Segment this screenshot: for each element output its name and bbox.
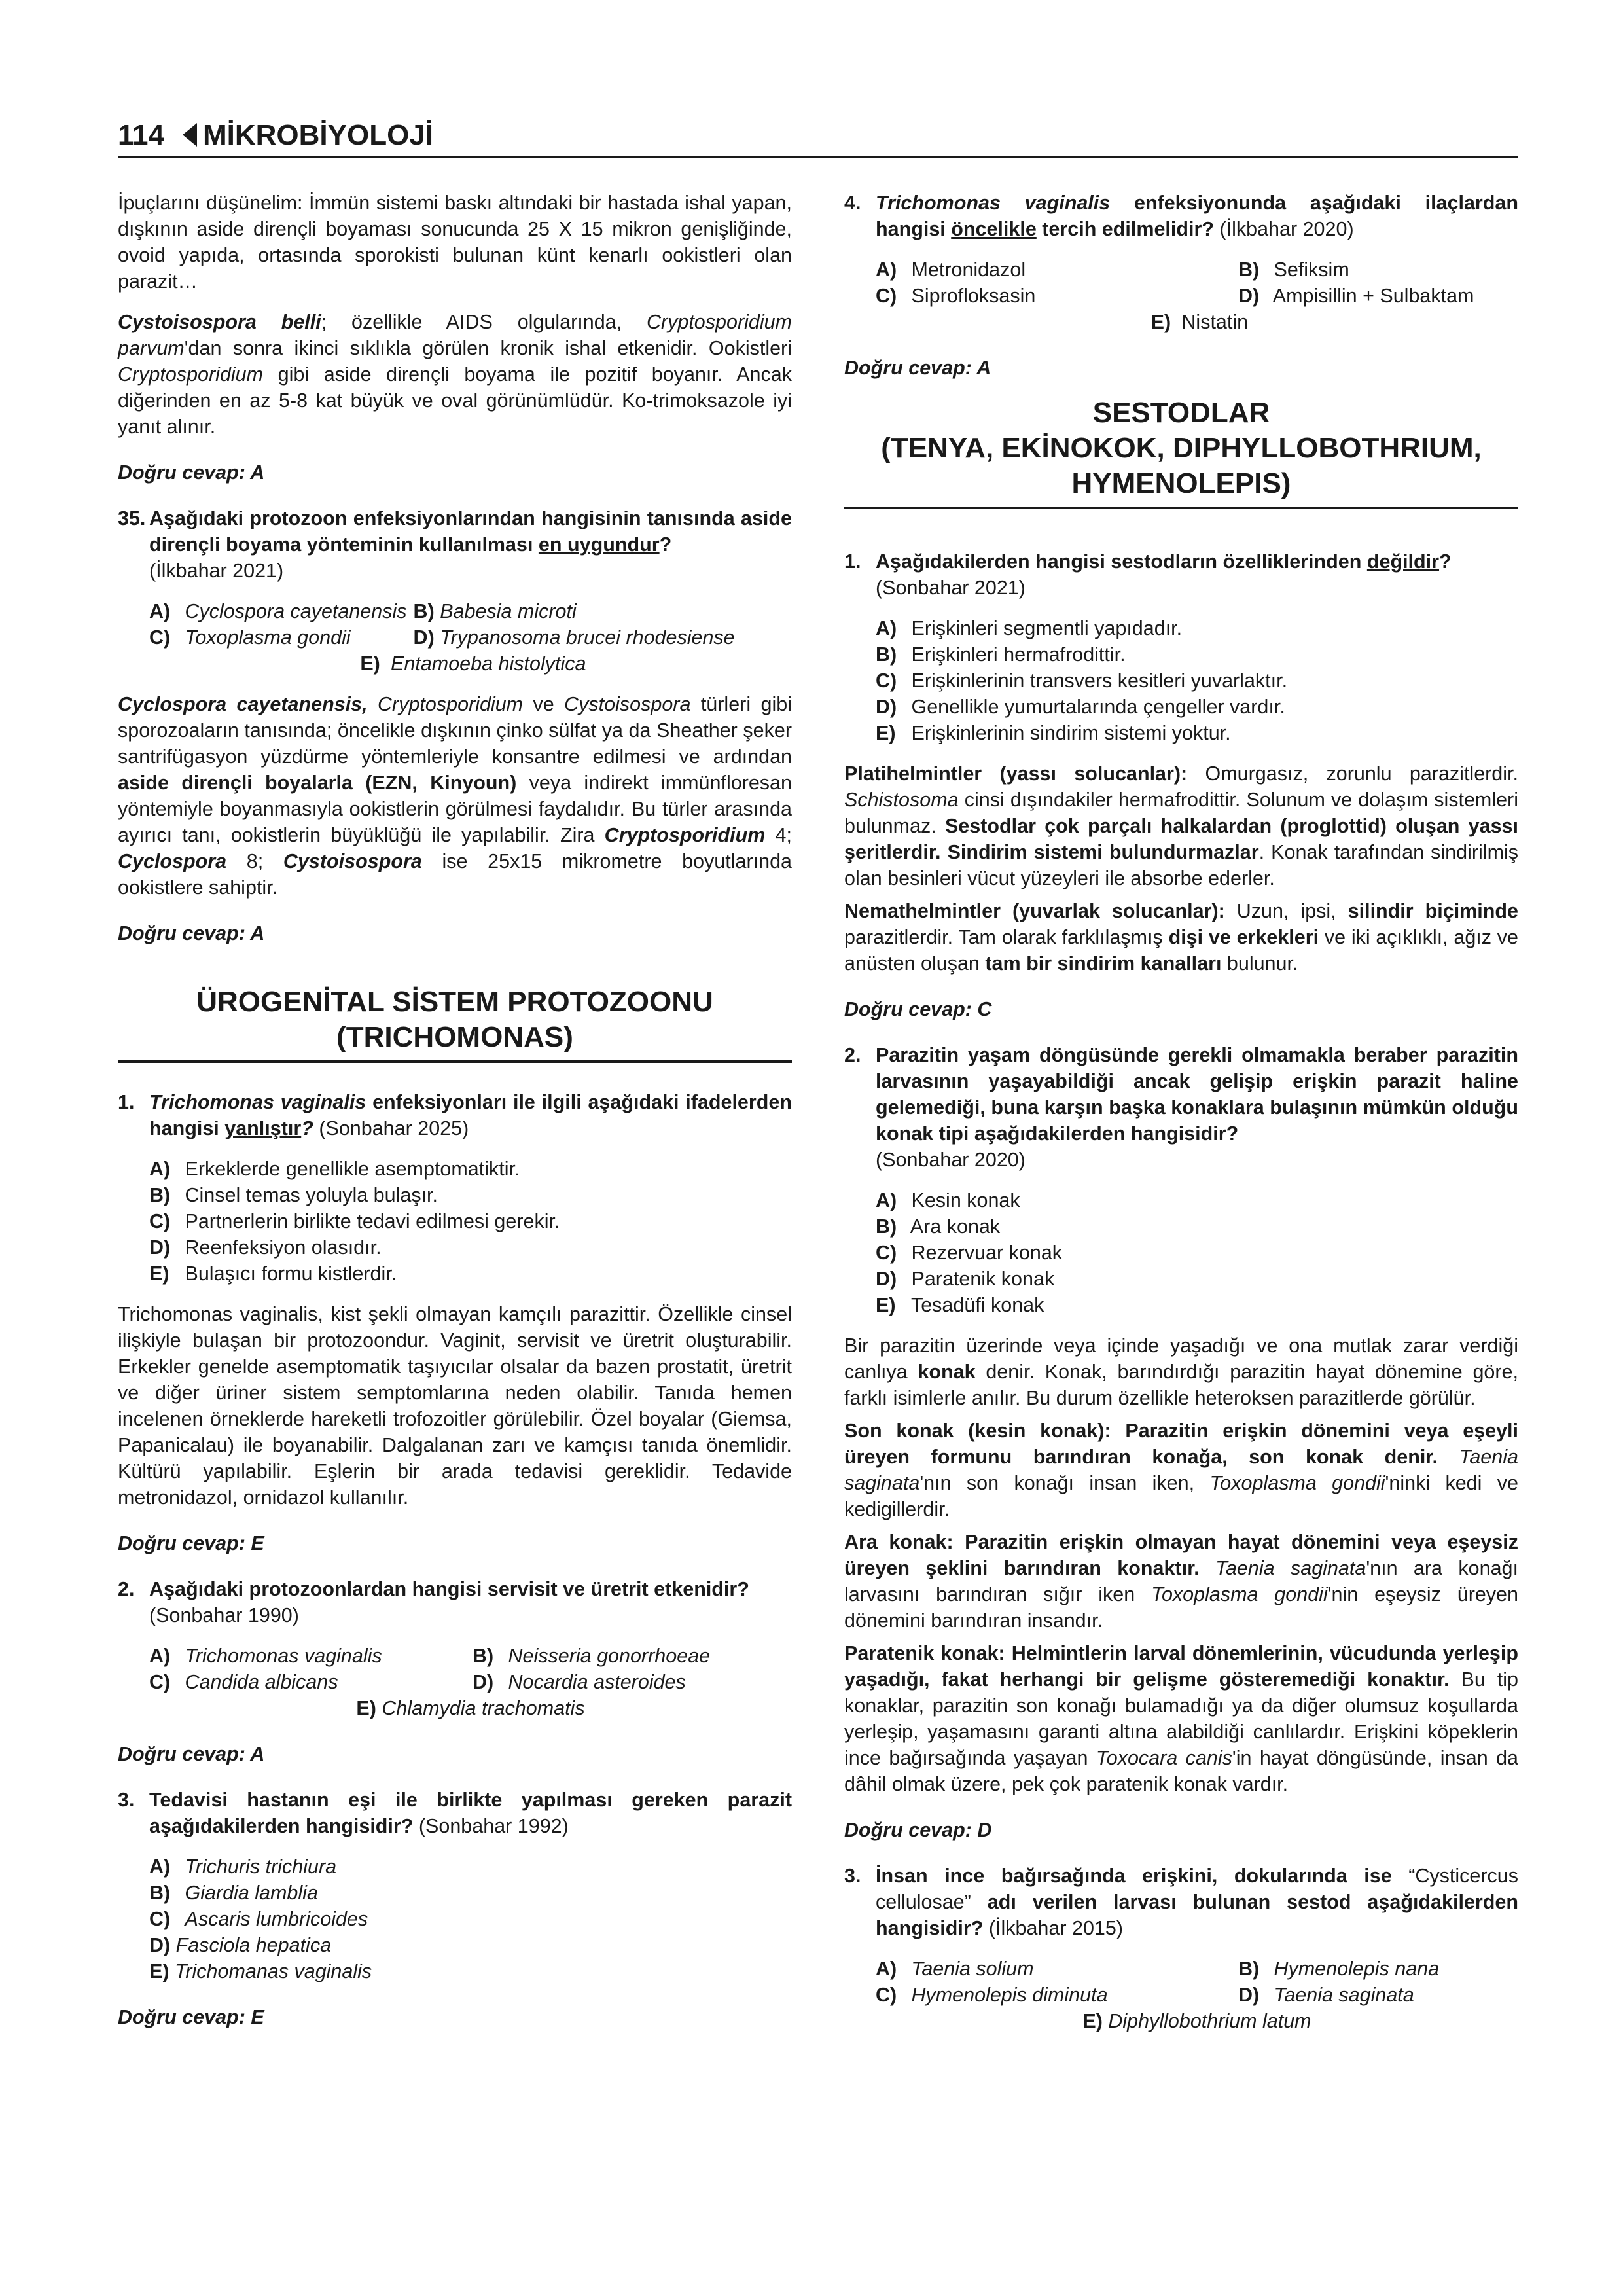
- correct-answer: Doğru cevap: A: [118, 461, 265, 484]
- section-heading: SESTODLAR (TENYA, EKİNOKOK, DIPHYLLOBOTHRIUM, HYMENOLEPIS): [881, 397, 1482, 499]
- question-number: 3.: [118, 1789, 135, 1811]
- option-d[interactable]: D) Paratenik konak: [876, 1268, 1055, 1290]
- option-d[interactable]: D) Reenfeksiyon olasıdır.: [149, 1236, 382, 1259]
- question-2: 2. Aşağıdaki protozoonlardan hangisi servisit ve üretrit etkenidir? (Sonbahar 1990): [118, 1576, 792, 1628]
- left-column: [118, 190, 792, 2030]
- answer-options: [149, 1156, 792, 1287]
- correct-answer: Doğru cevap: E: [118, 2006, 264, 2028]
- question-number: 2.: [844, 1044, 861, 1066]
- option-c[interactable]: C) Rezervuar konak: [876, 1242, 1063, 1264]
- option-b[interactable]: B) Sefiksim: [1238, 259, 1349, 281]
- option-e[interactable]: E) Nistatin: [1150, 311, 1249, 333]
- question-1: 1. Aşağıdakilerden hangisi sestodların özelliklerinden değildir? (Sonbahar 2021): [844, 548, 1518, 601]
- explanation-paragraph: Cystoisospora belli; özellikle AIDS olgularında, Cryptosporidium parvum'dan sonra ikinci sıklıkla görülen kronik ishal etkenidir. Ookistleri Cryptosporidium gibi aside dirençli boyama ile pozitif boyanır. Ancak diğerinden en az 5-8 kat büyük ve oval görünümlüdür. Ko-trimoksazole iyi yanıt alınır.: [118, 311, 792, 438]
- intro-paragraph: İpuçlarını düşünelim: İmmün sistemi baskı altındaki bir hastada ishal yapan, dışkının aside dirençli boyaması sonucunda 25 X 15 mikron genişliğinde, ovoid yapıda, ortasında sporokisti bulunan künt kenarlı ookistleri olan parazit…: [118, 192, 792, 293]
- question-number: 35.: [118, 507, 146, 529]
- option-a[interactable]: A) Cyclospora cayetanensis: [149, 600, 407, 622]
- option-b[interactable]: B) Hymenolepis nana: [1238, 1958, 1440, 1980]
- question-number: 4.: [844, 192, 861, 214]
- option-d[interactable]: D) Fasciola hepatica: [149, 1934, 332, 1956]
- correct-answer: Doğru cevap: A: [844, 357, 991, 379]
- option-e[interactable]: E) Chlamydia trachomatis: [356, 1697, 585, 1719]
- section-heading: ÜROGENİTAL SİSTEM PROTOZOONU (TRICHOMONAS): [196, 986, 713, 1053]
- answer-options: [876, 1956, 1518, 2034]
- option-e[interactable]: E) Trichomanas vaginalis: [149, 1960, 372, 1982]
- option-d[interactable]: D) Taenia saginata: [1238, 1984, 1414, 2006]
- option-b[interactable]: B) Neisseria gonorrhoeae: [473, 1645, 711, 1667]
- question-number: 3.: [844, 1865, 861, 1887]
- option-c[interactable]: C) Toxoplasma gondii: [149, 626, 351, 649]
- option-e[interactable]: E) Erişkinlerinin sindirim sistemi yoktur.: [876, 722, 1231, 744]
- page-number: 114: [118, 119, 164, 151]
- page-header: [118, 115, 1518, 158]
- question-number: 1.: [844, 550, 861, 573]
- question-1: 1. Trichomonas vaginalis enfeksiyonları ile ilgili aşağıdaki ifadelerden hangisi yanlıştır? (Sonbahar 2025): [118, 1089, 792, 1141]
- option-b[interactable]: B) Cinsel temas yoluyla bulaşır.: [149, 1184, 438, 1206]
- triangle-left-icon: [183, 123, 197, 147]
- option-a[interactable]: A) Erkeklerde genellikle asemptomatiktir.: [149, 1158, 520, 1180]
- answer-options: [149, 1854, 792, 1984]
- option-e[interactable]: E) Bulaşıcı formu kistlerdir.: [149, 1263, 397, 1285]
- option-c[interactable]: C) Siprofloksasin: [876, 285, 1036, 307]
- question-3: 3. İnsan ince bağırsağında erişkini, dokularında ise “Cysticercus cellulosae” adı verilen larvası bulunan sestod aşağıdakilerden hangisidir? (İlkbahar 2015): [844, 1863, 1518, 1941]
- explanation-paragraph: Platihelmintler (yassı solucanlar): Omurgasız, zorunlu parazitlerdir. Schistosoma cinsi dışındakiler hermafrodittir. Solunum ve dolaşım sistemleri bulunmaz. Sestodlar çok parçalı halkalardan (proglottid) oluşan yassı şeritlerdir. Sindirim sistemi bulundurmazlar. Konak tarafından sindirilmiş olan besinleri vücut yüzeyleri ile absorbe ederler.: [844, 762, 1518, 889]
- correct-answer: Doğru cevap: A: [118, 1743, 265, 1765]
- question-number: 1.: [118, 1091, 135, 1113]
- explanation-paragraph: Nemathelmintler (yuvarlak solucanlar): Uzun, ipsi, silindir biçiminde parazitlerdir. Tam olarak farklılaşmış dişi ve erkekleri ve iki açıklıklı, ağız ve anüsten oluşan tam bir sindirim kanalları bulunur.: [844, 900, 1518, 975]
- option-d[interactable]: D) Genellikle yumurtalarında çengeller vardır.: [876, 696, 1285, 718]
- explanation-paragraph: Trichomonas vaginalis, kist şekli olmayan kamçılı parazittir. Özellikle cinsel ilişkiyle bulaşan bir protozoondur. Vaginit, servisit ve üretrit oluşturabilir. Erkekler genelde asemptomatik taşıyıcılar olsalar da bazen prostatit, üretrit ve diğer üriner sistem semptomlarına neden olabilir. Tanıda hemen incelenen örneklerde hareketli trofozoitler görülebilir. Özel boyalar (Giemsa, Papanicalau) ile boyanabilir. Dalgalanan zarı ve kamçısı tanıda önemlidir. Kültürü yapılabilir. Eşlerin bir arada tedavisi gereklidir. Tedavide metronidazol, ornidazol kullanılır.: [118, 1303, 792, 1509]
- right-column: [844, 190, 1518, 2034]
- option-b[interactable]: B) Erişkinleri hermafrodittir.: [876, 643, 1126, 666]
- answer-options: [876, 1187, 1518, 1318]
- answer-options: [876, 615, 1518, 746]
- option-b[interactable]: B) Giardia lamblia: [149, 1882, 318, 1904]
- explanation-paragraph: Ara konak: Parazitin erişkin olmayan hayat dönemini veya eşeysiz üreyen şeklini barındıran konaktır. Taenia saginata'nın ara konağı larvasını barındıran sığır iken Toxoplasma gondii'nin eşeysiz üreyen dönemini barındıran insandır.: [844, 1531, 1518, 1632]
- option-c[interactable]: C) Candida albicans: [149, 1671, 338, 1693]
- option-c[interactable]: C) Erişkinlerinin transvers kesitleri yuvarlaktır.: [876, 670, 1288, 692]
- question-4: 4. Trichomonas vaginalis enfeksiyonunda aşağıdaki ilaçlardan hangisi öncelikle tercih edilmelidir? (İlkbahar 2020): [844, 190, 1518, 242]
- option-d[interactable]: D) Trypanosoma brucei rhodesiense: [413, 626, 735, 649]
- explanation-paragraph: Paratenik konak: Helmintlerin larval dönemlerinin, vücudunda yerleşip yaşadığı, fakat herhangi bir gelişme gösteremediği konaktır. Bu tip konaklar, parazitin son konağı bulamadığı ya da diğer olumsuz koşullarda yerleşip, yaşamasını garanti altına alabildiği canlılardır. Erişkini köpeklerin ince bağırsağında yaşayan Toxocara canis'in hayat döngüsünde, insan da dâhil olmak üzere, pek çok paratenik konak vardır.: [844, 1642, 1519, 1795]
- option-e[interactable]: E) Diphyllobothrium latum: [1082, 2010, 1311, 2032]
- option-c[interactable]: C) Partnerlerin birlikte tedavi edilmesi gerekir.: [149, 1210, 560, 1232]
- option-a[interactable]: A) Taenia solium: [876, 1958, 1034, 1980]
- correct-answer: Doğru cevap: A: [118, 922, 265, 944]
- option-a[interactable]: A) Trichuris trichiura: [149, 1856, 337, 1878]
- correct-answer: Doğru cevap: D: [844, 1819, 992, 1841]
- answer-options: [149, 1643, 792, 1721]
- option-e[interactable]: E) Entamoeba histolytica: [360, 653, 586, 675]
- option-c[interactable]: C) Ascaris lumbricoides: [149, 1908, 368, 1930]
- page-title: MİKROBİYOLOJİ: [203, 119, 434, 151]
- option-a[interactable]: A) Metronidazol: [876, 259, 1026, 281]
- answer-options: [149, 598, 792, 677]
- question-2: 2. Parazitin yaşam döngüsünde gerekli olmamakla beraber parazitin larvasının yaşayabildiği ancak gelişip erişkin parazit haline gelemediği, buna karşın başka konaklara bulaşının mümkün olduğu konak tipi aşağıdakilerden hangisidir? (Sonbahar 2020): [844, 1042, 1518, 1173]
- option-a[interactable]: A) Erişkinleri segmentli yapıdadır.: [876, 617, 1183, 639]
- correct-answer: Doğru cevap: E: [118, 1532, 264, 1554]
- option-b[interactable]: B) Ara konak: [876, 1215, 1001, 1238]
- option-e[interactable]: E) Tesadüfi konak: [876, 1294, 1044, 1316]
- answer-options: [876, 257, 1518, 335]
- question-35: 35. Aşağıdaki protozoon enfeksiyonlarından hangisinin tanısında aside dirençli boyama yönteminin kullanılması en uygundur? (İlkbahar 2021): [118, 505, 792, 584]
- option-d[interactable]: D) Nocardia asteroides: [473, 1671, 686, 1693]
- option-c[interactable]: C) Hymenolepis diminuta: [876, 1984, 1108, 2006]
- option-b[interactable]: B) Babesia microti: [413, 600, 577, 622]
- option-a[interactable]: A) Kesin konak: [876, 1189, 1020, 1211]
- question-number: 2.: [118, 1578, 135, 1600]
- explanation-paragraph: Cyclospora cayetanensis, Cryptosporidium ve Cystoisospora türleri gibi sporozoaların tanısında; öncelikle dışkının çinko sülfat ya da Sheather şeker santrifügasyon yüzdürme yöntemleriyle konsantre edilmesi ve ardından aside dirençli boyalarla (EZN, Kinyoun) veya indirekt immünfloresan yöntemiyle boyanmasıyla ookistlerin görülmesi faydalıdır. Bu türler arasında ayırıcı tanı, ookistlerin büyüklüğü ile yapılabilir. Zira Cryptosporidium 4; Cyclospora 8; Cystoisospora ise 25x15 mikrometre boyutlarında ookistlere sahiptir.: [118, 693, 792, 899]
- explanation-paragraph: Bir parazitin üzerinde veya içinde yaşadığı ve ona mutlak zarar verdiği canlıya konak denir. Konak, barındırdığı parazitin hayat dönemine göre, farklı isimlerle anılır. Bu durum özellikle heteroksen parazitlerde görülür.: [844, 1335, 1518, 1409]
- question-3: 3. Tedavisi hastanın eşi ile birlikte yapılması gereken parazit aşağıdakilerden hangisidir? (Sonbahar 1992): [118, 1787, 792, 1839]
- option-a[interactable]: A) Trichomonas vaginalis: [149, 1645, 382, 1667]
- option-d[interactable]: D) Ampisillin + Sulbaktam: [1238, 285, 1474, 307]
- explanation-paragraph: Son konak (kesin konak): Parazitin erişkin dönemini veya eşeyli üreyen formunu barındıran konağa, son konak denir. Taenia saginata'nın son konağı insan iken, Toxoplasma gondii'ninki kedi ve kedigillerdir.: [844, 1420, 1518, 1520]
- correct-answer: Doğru cevap: C: [844, 998, 992, 1020]
